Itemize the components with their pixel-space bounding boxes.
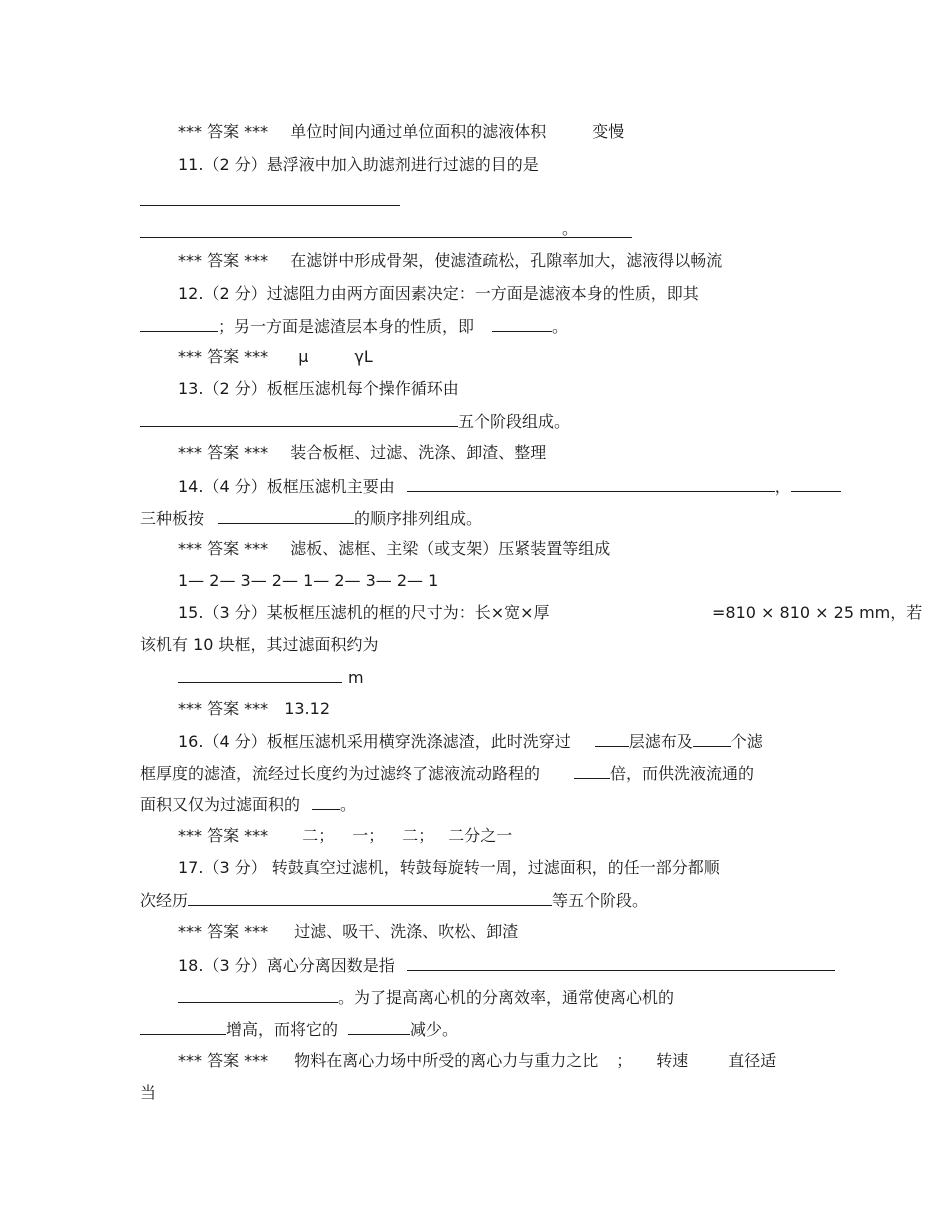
question-14-line-2 [140,508,482,528]
answer-18 [178,1051,776,1071]
question-15-dims [712,603,922,623]
blank [407,955,835,971]
answer-marker: *** 答案 *** [178,922,269,941]
answer-17 [178,922,518,942]
blank [188,890,552,906]
answer-text: 过滤、吸干、洗涤、吹松、卸渣 [294,922,519,941]
answer-text: 滤板、滤框、主梁（或支架）压紧装置等组成 [290,539,611,558]
question-11 [178,155,539,175]
question-text: 增高，而将它的 [226,1020,339,1039]
question-18-line-2 [178,987,674,1007]
blank [574,763,610,779]
answer-14-sequence [178,571,438,591]
comma-text: ， [774,477,791,496]
answer-14 [178,539,610,559]
answer-text-4: 直径适 [728,1051,777,1070]
question-13 [178,379,459,399]
question-text: 。为了提高离心机的分离效率，通常使离心机的 [338,988,675,1007]
answer-marker: *** 答案 *** [178,539,269,558]
answer-10 [178,122,624,142]
question-text: 五个阶段组成。 [458,412,571,431]
question-text: 次经历 [140,891,189,910]
blank [140,316,218,332]
question-text-2: 等五个阶段。 [552,891,649,910]
answer-marker: *** 答案 *** [178,1051,269,1070]
question-18 [178,955,835,975]
question-text: 11.（2 分）悬浮液中加入助滤剂进行过滤的目的是 [178,155,539,174]
answer-text: 1— 2— 3— 2— 1— 2— 3— 2— 1 [178,571,439,590]
answer-text: 当 [140,1083,157,1102]
question-text: 18.（3 分）离心分离因数是指 [178,956,395,975]
question-text: 17.（3 分） 转鼓真空过滤机，转鼓每旋转一周，过滤面积，的任一部分都顺 [178,858,720,877]
answer-text-4: 二分之一 [448,826,513,845]
question-text: ；另一方面是滤渣层本身的性质，即 [218,317,475,336]
question-text: 框厚度的滤渣，流经过长度约为过滤终了滤液流动路程的 [140,764,541,783]
question-text: 面积又仅为过滤面积的 [140,795,301,814]
blank [140,1019,226,1035]
question-15-line-2 [140,635,379,655]
question-text: 16.（4 分）板框压滤机采用横穿洗涤滤渣，此时洗穿过 [178,732,571,751]
question-12 [178,284,699,304]
answer-13 [178,443,546,463]
answer-text-3: 二； [402,826,435,845]
blank [492,316,552,332]
period-text: 。 [340,795,357,814]
question-18-line-3 [140,1019,458,1039]
blank [178,987,338,1003]
question-17-line-2 [140,890,648,910]
question-text: 15.（3 分）某板框压滤机的框的尺寸为：长×宽×厚 [178,603,550,622]
question-text-3: 个滤 [730,732,763,751]
period [562,219,578,239]
answer-marker: *** 答案 *** [178,251,269,270]
blank-line [140,237,632,238]
period-text: 。 [562,219,579,238]
blank [178,667,342,683]
question-text-2: 的顺序排列组成。 [354,509,483,528]
question-12-line-2 [140,316,568,336]
answer-marker: *** 答案 *** [178,443,269,462]
answer-text: 在滤饼中形成骨架，使滤渣疏松，孔隙率加大，滤液得以畅流 [290,251,723,270]
answer-11 [178,251,722,271]
answer-12 [178,347,373,367]
blank [595,731,629,747]
blank [348,1019,410,1035]
answer-marker: *** 答案 *** [178,122,269,141]
blank [791,476,841,492]
answer-marker: *** 答案 *** [178,347,269,366]
answer-text-2: 一； [352,826,385,845]
answer-15 [178,699,330,719]
answer-marker: *** 答案 *** [178,699,269,718]
question-text: =810 × 810 × 25 mm，若 [712,603,923,622]
answer-text: μ [298,347,309,366]
question-text-2: 层滤布及 [628,732,693,751]
question-text: 该机有 10 块框，其过滤面积约为 [140,635,379,654]
blank [312,794,340,810]
blank [407,476,775,492]
question-15-line-3 [178,667,364,687]
question-16 [178,731,763,751]
answer-text: 物料在离心力场中所受的离心力与重力之比 [294,1051,599,1070]
blank-line [140,205,400,206]
question-text: 12.（2 分）过滤阻力由两方面因素决定：一方面是滤液本身的性质，即其 [178,284,699,303]
question-16-line-2 [140,763,754,783]
answer-18-line-2 [140,1083,156,1103]
question-15 [178,603,550,623]
period-text: 。 [552,317,569,336]
answer-16 [178,826,512,846]
answer-text-2: 变慢 [592,122,625,141]
question-text: 14.（4 分）板框压滤机主要由 [178,477,395,496]
unit-text: m [348,668,364,687]
blank [140,411,458,427]
answer-text-2: ； [616,1051,633,1070]
question-16-line-3 [140,794,356,814]
answer-text: 单位时间内通过单位面积的滤液体积 [290,122,547,141]
question-text: 三种板按 [140,509,205,528]
answer-text: 装合板框、过滤、洗涤、卸渣、整理 [290,443,547,462]
question-14 [178,476,841,496]
answer-marker: *** 答案 *** [178,826,269,845]
answer-text-3: 转速 [656,1051,689,1070]
question-17 [178,858,720,878]
answer-text: 13.12 [284,699,330,718]
answer-text-2: γL [354,347,373,366]
question-text-2: 减少。 [410,1020,459,1039]
question-text-2: 倍，而供洗液流通的 [610,764,755,783]
question-13-line-2 [140,411,570,431]
answer-text: 二； [302,826,335,845]
blank [218,508,354,524]
question-text: 13.（2 分）板框压滤机每个操作循环由 [178,379,459,398]
blank [693,731,731,747]
